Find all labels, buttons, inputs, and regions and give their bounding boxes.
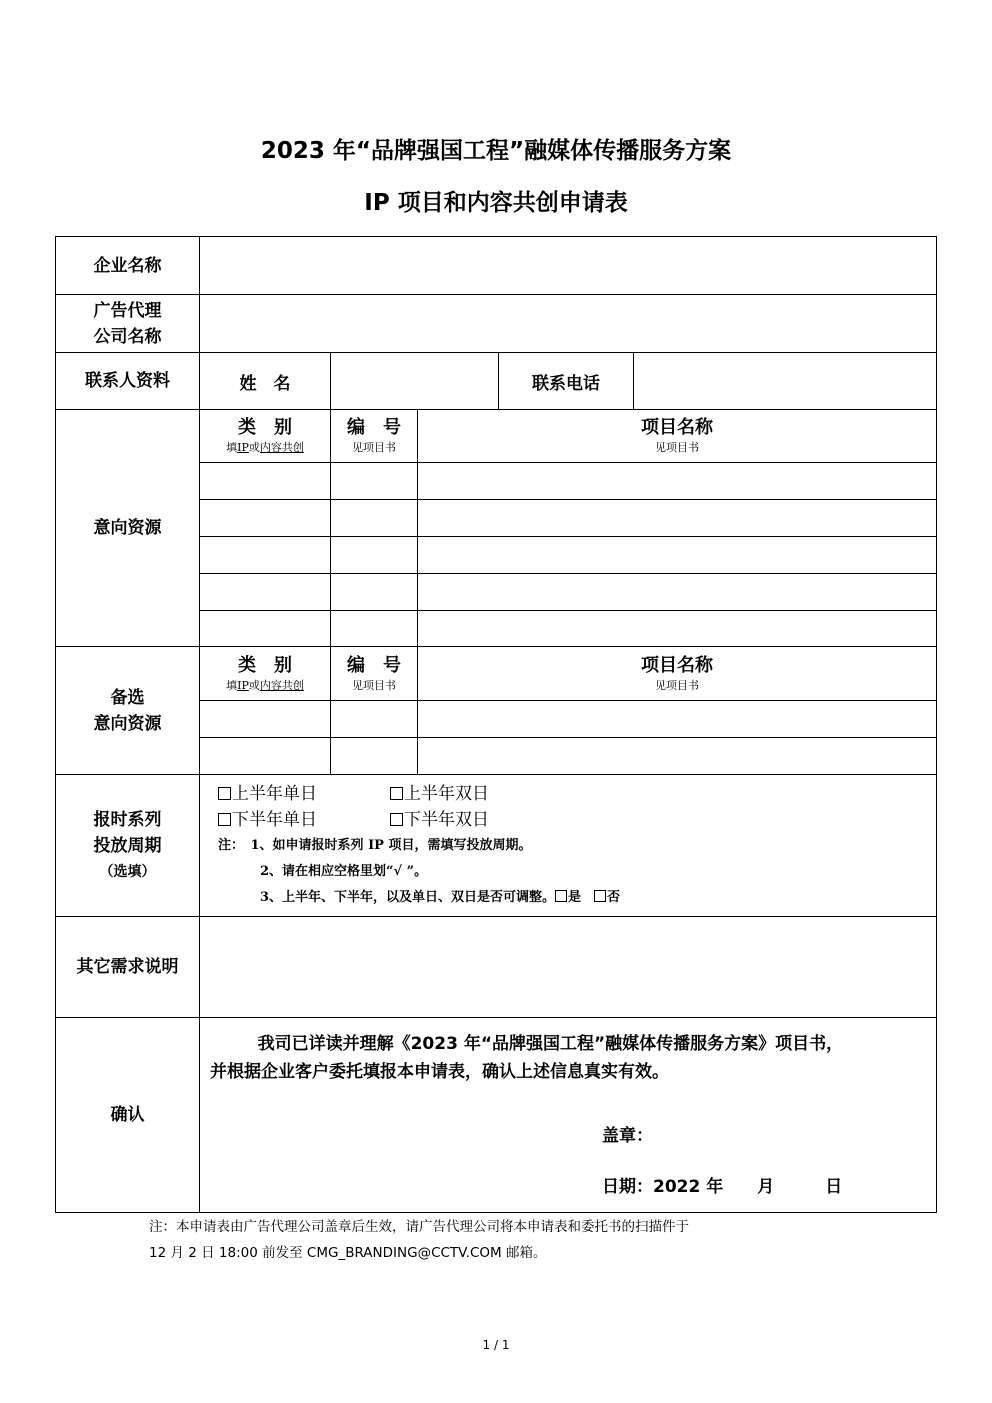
intent-code-cell[interactable]: [331, 500, 418, 537]
intent-project-cell[interactable]: [418, 574, 937, 611]
confirmation-text-line2: 并根据企业客户委托填报本申请表，确认上述信息真实有效。: [210, 1062, 669, 1082]
company-name-field[interactable]: [200, 237, 937, 295]
alt-intent-label-line1: 备选: [110, 687, 145, 708]
intent-code-cell[interactable]: [331, 537, 418, 574]
option-h2-double[interactable]: [390, 807, 562, 833]
option-h2-double-label: 下半年双日: [404, 810, 489, 830]
hint-ip: IP: [237, 441, 249, 454]
alt-intent-type-cell[interactable]: [200, 738, 331, 775]
intent-code-cell[interactable]: [331, 611, 418, 647]
checkbox-adjust-no[interactable]: [594, 890, 606, 902]
other-requirements-row: [56, 917, 937, 1018]
intent-type-cell[interactable]: [200, 500, 331, 537]
contact-name-field[interactable]: [331, 353, 499, 410]
form-subtitle: IP 项目和内容共创申请表: [364, 190, 628, 216]
agency-label-line2: 公司名称: [93, 326, 162, 347]
footnote-line1: 注：本申请表由广告代理公司盖章后生效，请广告代理公司将本申请表和委托书的扫描件于: [149, 1219, 689, 1235]
alt-intent-col-project-title: 项目名称: [641, 654, 714, 676]
checkbox-h2-single[interactable]: [218, 813, 231, 826]
option-h1-double[interactable]: [390, 781, 562, 807]
schedule-note-3: [218, 885, 936, 911]
intent-col-project: [418, 410, 937, 463]
schedule-note-1: 注： 1、如申请报时系列 IP 项目，需填写投放周期。: [218, 838, 532, 853]
option-h1-double-label: 上半年双日: [404, 784, 489, 804]
schedule-options-row2: [218, 807, 936, 833]
footnote-line2: 12 月 2 日 18:00 前发至 CMG_BRANDING@CCTV.COM 邮箱。: [149, 1245, 547, 1261]
agency-name-row: [56, 295, 937, 353]
adjust-no-label: 否: [607, 890, 621, 905]
company-name-row: [56, 237, 937, 295]
checkbox-h1-double[interactable]: [390, 787, 403, 800]
adjust-yes-label: 是: [568, 890, 582, 905]
seal-label: 盖章：: [602, 1126, 653, 1146]
hint-or: 或: [248, 678, 260, 692]
schedule-note-3-text: 3、上半年、下半年，以及单日、双日是否可调整。: [260, 890, 556, 905]
option-h2-single[interactable]: [218, 807, 390, 833]
schedule-options-row1: [218, 781, 936, 807]
page-number: 1 / 1: [482, 1338, 510, 1352]
confirmation-label: 确认: [56, 1018, 200, 1213]
other-requirements-field[interactable]: [200, 917, 937, 1018]
schedule-options: [200, 775, 937, 917]
confirmation-row: [56, 1018, 937, 1213]
alt-intent-col-type-hint: [200, 680, 330, 691]
alt-intent-col-code-title: 编 号: [347, 654, 401, 676]
checkbox-h2-double[interactable]: [390, 813, 403, 826]
hint-ip: IP: [237, 678, 249, 692]
alt-intent-col-code: [331, 647, 418, 701]
alt-intent-project-cell[interactable]: [418, 738, 937, 775]
confirmation-cell: [200, 1018, 937, 1213]
intent-project-cell[interactable]: [418, 500, 937, 537]
confirmation-text-line1: 我司已详读并理解《2023 年“品牌强国工程”融媒体传播服务方案》项目书，: [257, 1034, 844, 1054]
alt-intent-col-type-title: 类 别: [238, 654, 292, 676]
company-name-label: 企业名称: [56, 237, 200, 295]
application-form-table: [55, 236, 937, 1213]
schedule-label-line2: 投放周期: [93, 835, 162, 856]
checkbox-adjust-yes[interactable]: [555, 890, 567, 902]
intent-project-cell[interactable]: [418, 537, 937, 574]
other-requirements-label: 其它需求说明: [56, 917, 200, 1018]
contact-phone-field[interactable]: [634, 353, 937, 410]
contact-row: [56, 353, 937, 410]
checkbox-h1-single[interactable]: [218, 787, 231, 800]
agency-name-field[interactable]: [200, 295, 937, 353]
schedule-note-2: 2、请在相应空格里划“√ ”。: [260, 864, 428, 879]
alt-intent-resource-label: [56, 647, 200, 775]
schedule-label-line1: 报时系列: [93, 809, 162, 830]
contact-label: 联系人资料: [56, 353, 200, 410]
alt-intent-code-cell[interactable]: [331, 701, 418, 738]
alt-intent-col-project-hint: 见项目书: [655, 678, 700, 692]
agency-label-line1: 广告代理: [93, 300, 162, 321]
intent-type-cell[interactable]: [200, 574, 331, 611]
intent-col-type-hint: [200, 442, 330, 453]
intent-project-cell[interactable]: [418, 611, 937, 647]
intent-type-cell[interactable]: [200, 611, 331, 647]
intent-col-project-title: 项目名称: [641, 417, 714, 438]
intent-col-type-title: 类 别: [238, 417, 292, 438]
hint-prefix: 填: [226, 441, 238, 454]
hint-prefix: 填: [226, 678, 238, 692]
option-h1-single-label: 上半年单日: [232, 784, 317, 804]
agency-name-label: [56, 295, 200, 353]
intent-code-cell[interactable]: [331, 463, 418, 500]
intent-col-code-hint: 见项目书: [352, 441, 396, 454]
alt-intent-col-project: [418, 647, 937, 701]
schedule-label-line3: （选填）: [99, 863, 156, 880]
alt-intent-code-cell[interactable]: [331, 738, 418, 775]
intent-type-cell[interactable]: [200, 463, 331, 500]
intent-project-cell[interactable]: [418, 463, 937, 500]
alt-intent-type-cell[interactable]: [200, 701, 331, 738]
option-h1-single[interactable]: [218, 781, 390, 807]
contact-phone-label: 联系电话: [499, 353, 634, 410]
hint-content: 内容共创: [259, 678, 304, 692]
intent-header-row: [56, 410, 937, 463]
intent-col-type: [200, 410, 331, 463]
intent-col-code-title: 编 号: [347, 417, 401, 438]
footnote: [149, 1214, 689, 1266]
intent-col-project-hint: 见项目书: [655, 441, 700, 454]
contact-name-label: 姓 名: [200, 353, 331, 410]
alt-intent-project-cell[interactable]: [418, 701, 937, 738]
schedule-row: [56, 775, 937, 917]
alt-intent-label-line2: 意向资源: [93, 713, 162, 734]
intent-type-cell[interactable]: [200, 537, 331, 574]
intent-resource-label: 意向资源: [56, 410, 200, 647]
alt-intent-header-row: [56, 647, 937, 701]
alt-intent-col-type: [200, 647, 331, 701]
option-h2-single-label: 下半年单日: [232, 810, 317, 830]
hint-or: 或: [248, 441, 260, 454]
schedule-label: [56, 775, 200, 917]
date-label: 日期：2022 年 月 日: [602, 1177, 843, 1197]
intent-col-code: [331, 410, 418, 463]
hint-content: 内容共创: [259, 441, 304, 454]
form-title: 2023 年“品牌强国工程”融媒体传播服务方案: [260, 138, 732, 164]
intent-code-cell[interactable]: [331, 574, 418, 611]
alt-intent-col-code-hint: 见项目书: [352, 678, 396, 692]
